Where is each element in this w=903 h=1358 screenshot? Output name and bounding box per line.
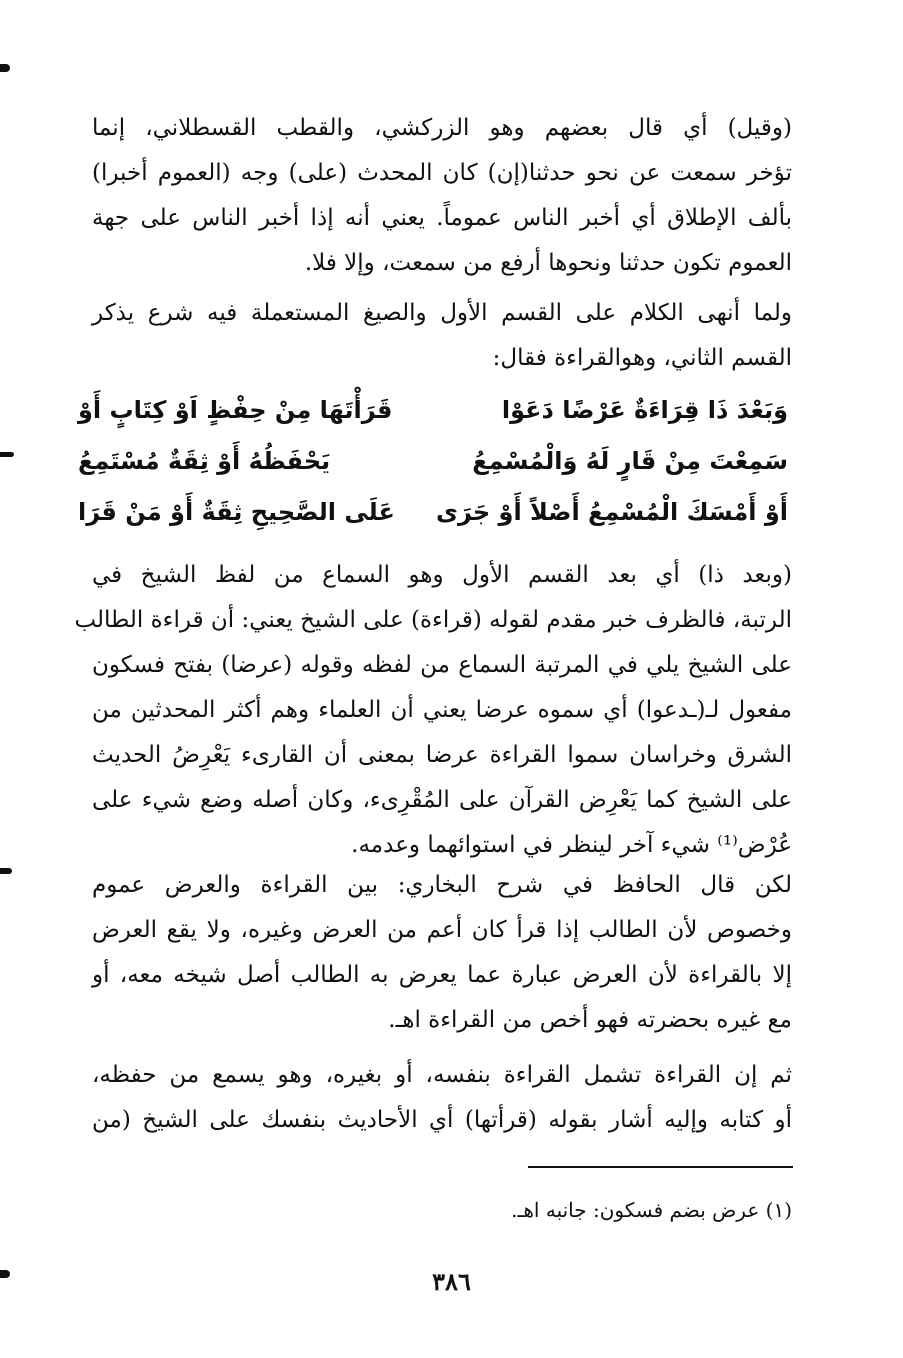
text-line: إلا بالقراءة لأن العرض عبارة عما يعرض به الطالب أصل شيخه معه، أو [92,962,792,988]
text-line: مع غيره بحضرته فهو أخص من القراءة اهـ. [388,1007,792,1033]
verse-line [78,487,788,537]
text-line: الشرق وخراسان سموا القراءة عرضا بمعنى أن القارىء يَعْرِضُ الحديث [92,742,792,768]
scan-edge-mark [0,1270,10,1278]
text-line: القسم الثاني، وهوالقراءة فقال: [492,345,792,371]
verse-first-hemistich: أَوْ أَمْسَكَ الْمُسْمِعُ أَصْلاً أَوْ جَرَى [435,498,788,526]
text-line: ثم إن القراءة تشمل القراءة بنفسه، أو بغيره، وهو يسمع من حفظه، [92,1062,792,1088]
verse-second-hemistich: يَحْفَظُهُ أَوْ ثِقَةٌ مُسْتَمِعُ [78,447,331,475]
text-line: أو كتابه وإليه أشار بقوله (قرأتها) أي الأحاديث بنفسك على الشيخ (من [92,1107,792,1133]
text-line: تؤخر سمعت عن نحو حدثنا(إن) كان المحدث (على) وجه (العموم أخبرا) [92,160,792,186]
verse-second-hemistich: عَلَى الصَّحِيحِ ثِقَةٌ أَوْ مَنْ قَرَا [78,498,395,526]
text-line: لكن قال الحافظ في شرح البخاري: بين القراءة والعرض عموم [92,872,792,898]
verse-second-hemistich: قَرَأْتَهَا مِنْ حِفْظٍ اَوْ كِتَابٍ أَوْ [78,396,393,424]
page-number: ٣٨٦ [432,1267,471,1296]
text-line: على الشيخ كما يَعْرِض القرآن على المُقْرِىء، وكان أصله وضع شيء على [92,787,792,813]
verse-first-hemistich: سَمِعْتَ مِنْ قَارٍ لَهُ وَالْمُسْمِعُ [472,447,788,475]
footnote-divider [528,1166,793,1168]
text-line: (وقيل) أي قال بعضهم وهو الزركشي، والقطب القسطلاني، إنما [92,115,792,141]
verse-line [78,436,788,486]
text-line: الرتبة، فالظرف خبر مقدم لقوله (قراءة) على الشيخ يعني: أن قراءة الطالب [74,607,792,633]
scan-edge-mark [0,64,10,72]
text-line: وخصوص لأن الطالب إذا قرأ كان أعم من العرض وغيره، ولا يقع العرض [92,917,792,943]
text-line: عُرْض⁽¹⁾ شيء آخر لينظر في استوائهما وعدمه. [351,832,792,858]
text-line: العموم تكون حدثنا ونحوها أرفع من سمعت، وإلا فلا. [304,250,792,276]
text-line: على الشيخ يلي في المرتبة السماع من لفظه وقوله (عرضا) بفتح فسكون [92,652,792,678]
verse-line [78,385,788,435]
scan-edge-mark [0,452,14,457]
text-line: (وبعد ذا) أي بعد القسم الأول وهو السماع من لفظ الشيخ في [92,562,792,588]
verse-first-hemistich: وَبَعْدَ ذَا قِرَاءَةٌ عَرْضًا دَعَوْا [501,396,788,424]
text-line: بألف الإطلاق أي أخبر الناس عموماً. يعني أنه إذا أخبر الناس على جهة [92,205,792,231]
scan-edge-mark [0,868,12,874]
footnote: (١) عرض بضم فسكون: جانبه اهـ. [511,1198,792,1222]
text-line: ولما أنهى الكلام على القسم الأول والصيغ المستعملة فيه شرع يذكر [92,300,792,326]
text-line: مفعول لـ(ـدعوا) أي سموه عرضا يعني أن العلماء وهم أكثر المحدثين من [92,697,792,723]
